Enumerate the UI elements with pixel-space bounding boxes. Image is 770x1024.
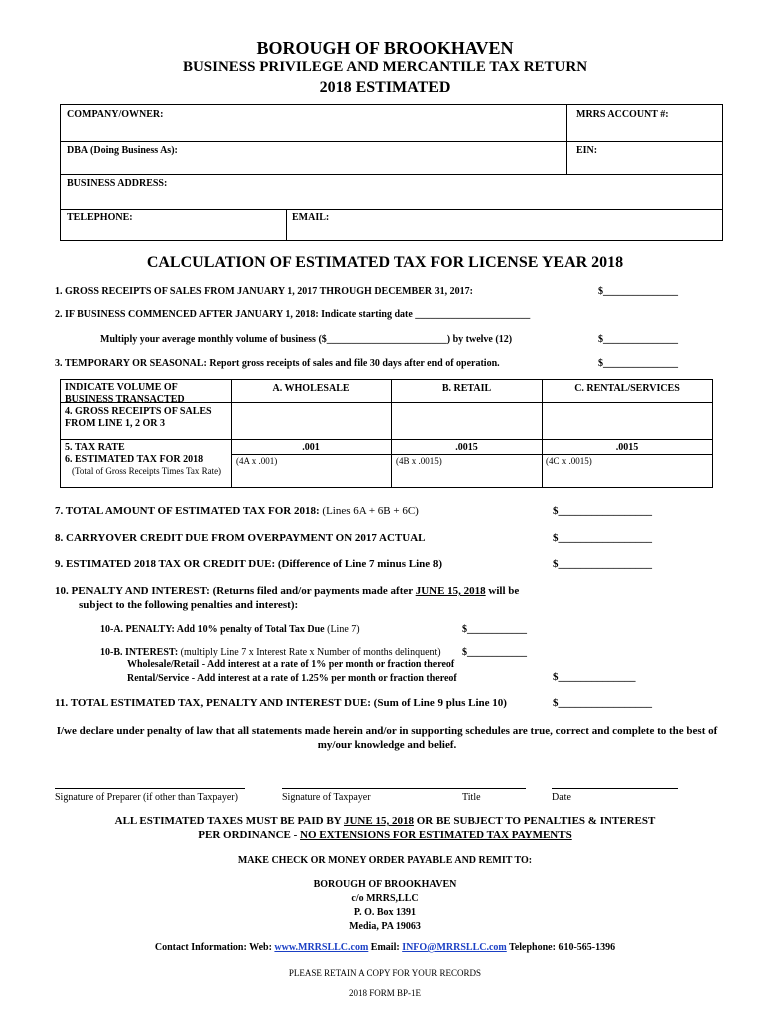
ein-field[interactable]: EIN: <box>576 145 598 156</box>
gross-receipts-retail-input[interactable] <box>392 403 541 437</box>
extension-notice: PER ORDINANCE - NO EXTENSIONS FOR ESTIMATED TAX PAYMENTS <box>198 829 572 841</box>
row-6-label: 6. ESTIMATED TAX FOR 2018 <box>65 454 204 465</box>
line-2-multiply: Multiply your average monthly volume of business ($________________________) by twelve (12) <box>100 334 513 345</box>
line-7-amount[interactable]: $_________________ <box>553 505 652 517</box>
form-year: 2018 ESTIMATED <box>319 79 451 96</box>
line-3-amount[interactable]: $_______________ <box>598 358 678 369</box>
calc-wholesale[interactable]: (4A x .001) <box>236 456 278 466</box>
rate-wholesale: .001 <box>302 442 320 453</box>
line-10b-rental: Rental/Service - Add interest at a rate of 1.25% per month or fraction thereof <box>127 673 457 684</box>
line-11-amount[interactable]: $_________________ <box>553 697 652 709</box>
date-signature-label[interactable]: Date <box>552 792 571 803</box>
form-subtitle: BUSINESS PRIVILEGE AND MERCANTILE TAX RETURN <box>182 59 588 75</box>
row-4-label: 4. GROSS RECEIPTS OF SALES FROM LINE 1, 2 OR 3 <box>65 406 212 429</box>
calc-retail[interactable]: (4B x .0015) <box>396 456 442 466</box>
rate-retail: .0015 <box>455 442 478 453</box>
preparer-signature-label[interactable]: Signature of Preparer (if other than Taxpayer) <box>55 792 238 803</box>
form-title: BOROUGH OF BROOKHAVEN <box>256 38 514 58</box>
line-1-amount[interactable]: $_______________ <box>598 286 678 297</box>
line-3-label: 3. TEMPORARY OR SEASONAL: Report gross receipts of sales and file 30 days after end of operation. <box>55 358 500 369</box>
line-10-total-amount[interactable]: $______________ <box>553 671 636 683</box>
line-10a-amount[interactable]: $____________ <box>462 624 527 635</box>
telephone-field[interactable]: TELEPHONE: <box>67 212 133 223</box>
contact-information: Contact Information: Web: www.MRRSLLC.com Email: INFO@MRRSLLC.com Telephone: 610-565-1396 <box>154 942 616 953</box>
deadline-notice: ALL ESTIMATED TAXES MUST BE PAID BY JUNE 15, 2018 OR BE SUBJECT TO PENALTIES & INTEREST <box>114 815 656 827</box>
line-2-amount[interactable]: $_______________ <box>598 334 678 345</box>
col-retail-header: B. RETAIL <box>441 383 492 394</box>
line-9-label: 9. ESTIMATED 2018 TAX OR CREDIT DUE: (Difference of Line 7 minus Line 8) <box>55 558 443 570</box>
line-2-label: 2. IF BUSINESS COMMENCED AFTER JANUARY 1, 2018: Indicate starting date _______________________ <box>55 309 531 320</box>
line-1-label: 1. GROSS RECEIPTS OF SALES FROM JANUARY 1, 2017 THROUGH DECEMBER 31, 2017: <box>55 286 473 297</box>
line-10b-label: 10-B. INTEREST: (multiply Line 7 x Interest Rate x Number of months delinquent) <box>100 647 441 658</box>
business-address-field[interactable]: BUSINESS ADDRESS: <box>67 178 168 189</box>
remit-line-2: c/o MRRS,LLC <box>351 893 419 904</box>
line-9-amount[interactable]: $_________________ <box>553 558 652 570</box>
email-link[interactable]: INFO@MRRSLLC.com <box>402 942 507 953</box>
line-10-subtext: subject to the following penalties and interest): <box>79 599 299 611</box>
mrrs-account-field[interactable]: MRRS ACCOUNT #: <box>576 109 669 120</box>
retain-copy-note: PLEASE RETAIN A COPY FOR YOUR RECORDS <box>288 968 482 978</box>
calculation-title: CALCULATION OF ESTIMATED TAX FOR LICENSE YEAR 2018 <box>146 254 624 271</box>
line-10a-label: 10-A. PENALTY: Add 10% penalty of Total Tax Due (Line 7) <box>100 624 360 635</box>
line-11-label: 11. TOTAL ESTIMATED TAX, PENALTY AND INTEREST DUE: (Sum of Line 9 plus Line 10) <box>55 697 507 709</box>
title-signature-label[interactable]: Title <box>462 792 481 803</box>
company-owner-field[interactable]: COMPANY/OWNER: <box>67 109 164 120</box>
taxpayer-signature-label[interactable]: Signature of Taxpayer <box>282 792 371 803</box>
line-10b-wholesale: Wholesale/Retail - Add interest at a rate of 1% per month or fraction thereof <box>127 659 455 670</box>
remit-heading: MAKE CHECK OR MONEY ORDER PAYABLE AND REMIT TO: <box>237 855 533 866</box>
remit-line-1: BOROUGH OF BROOKHAVEN <box>313 879 457 890</box>
line-8-amount[interactable]: $_________________ <box>553 532 652 544</box>
row-5-label: 5. TAX RATE <box>65 442 125 453</box>
form-number: 2018 FORM BP-1E <box>348 988 421 998</box>
col-wholesale-header: A. WHOLESALE <box>272 383 350 394</box>
gross-receipts-wholesale-input[interactable] <box>232 403 389 437</box>
gross-receipts-rental-input[interactable] <box>543 403 711 437</box>
row-6-note: (Total of Gross Receipts Times Tax Rate) <box>72 466 222 476</box>
rate-rental: .0015 <box>615 442 639 453</box>
line-8-label: 8. CARRYOVER CREDIT DUE FROM OVERPAYMENT ON 2017 ACTUAL <box>55 532 426 544</box>
declaration-text: I/we declare under penalty of law that all statements made herein and/or in supporting schedules are true, correct and complete to the best of my/our knowledge and belief. <box>56 725 718 751</box>
calc-rental[interactable]: (4C x .0015) <box>546 456 592 466</box>
remit-line-3: P. O. Box 1391 <box>353 907 417 918</box>
col-rental-header: C. RENTAL/SERVICES <box>574 383 680 394</box>
volume-header: INDICATE VOLUME OF BUSINESS TRANSACTED <box>65 382 185 405</box>
line-10-label: 10. PENALTY AND INTEREST: (Returns filed and/or payments made after JUNE 15, 2018 will be <box>55 585 520 597</box>
info-box <box>60 104 723 241</box>
line-7-label: 7. TOTAL AMOUNT OF ESTIMATED TAX FOR 2018: (Lines 6A + 6B + 6C) <box>55 505 419 517</box>
remit-line-4: Media, PA 19063 <box>349 921 421 932</box>
line-10b-amount[interactable]: $____________ <box>462 647 527 658</box>
email-field[interactable]: EMAIL: <box>292 212 330 223</box>
web-link[interactable]: www.MRRSLLC.com <box>274 942 369 953</box>
dba-field[interactable]: DBA (Doing Business As): <box>67 145 178 156</box>
